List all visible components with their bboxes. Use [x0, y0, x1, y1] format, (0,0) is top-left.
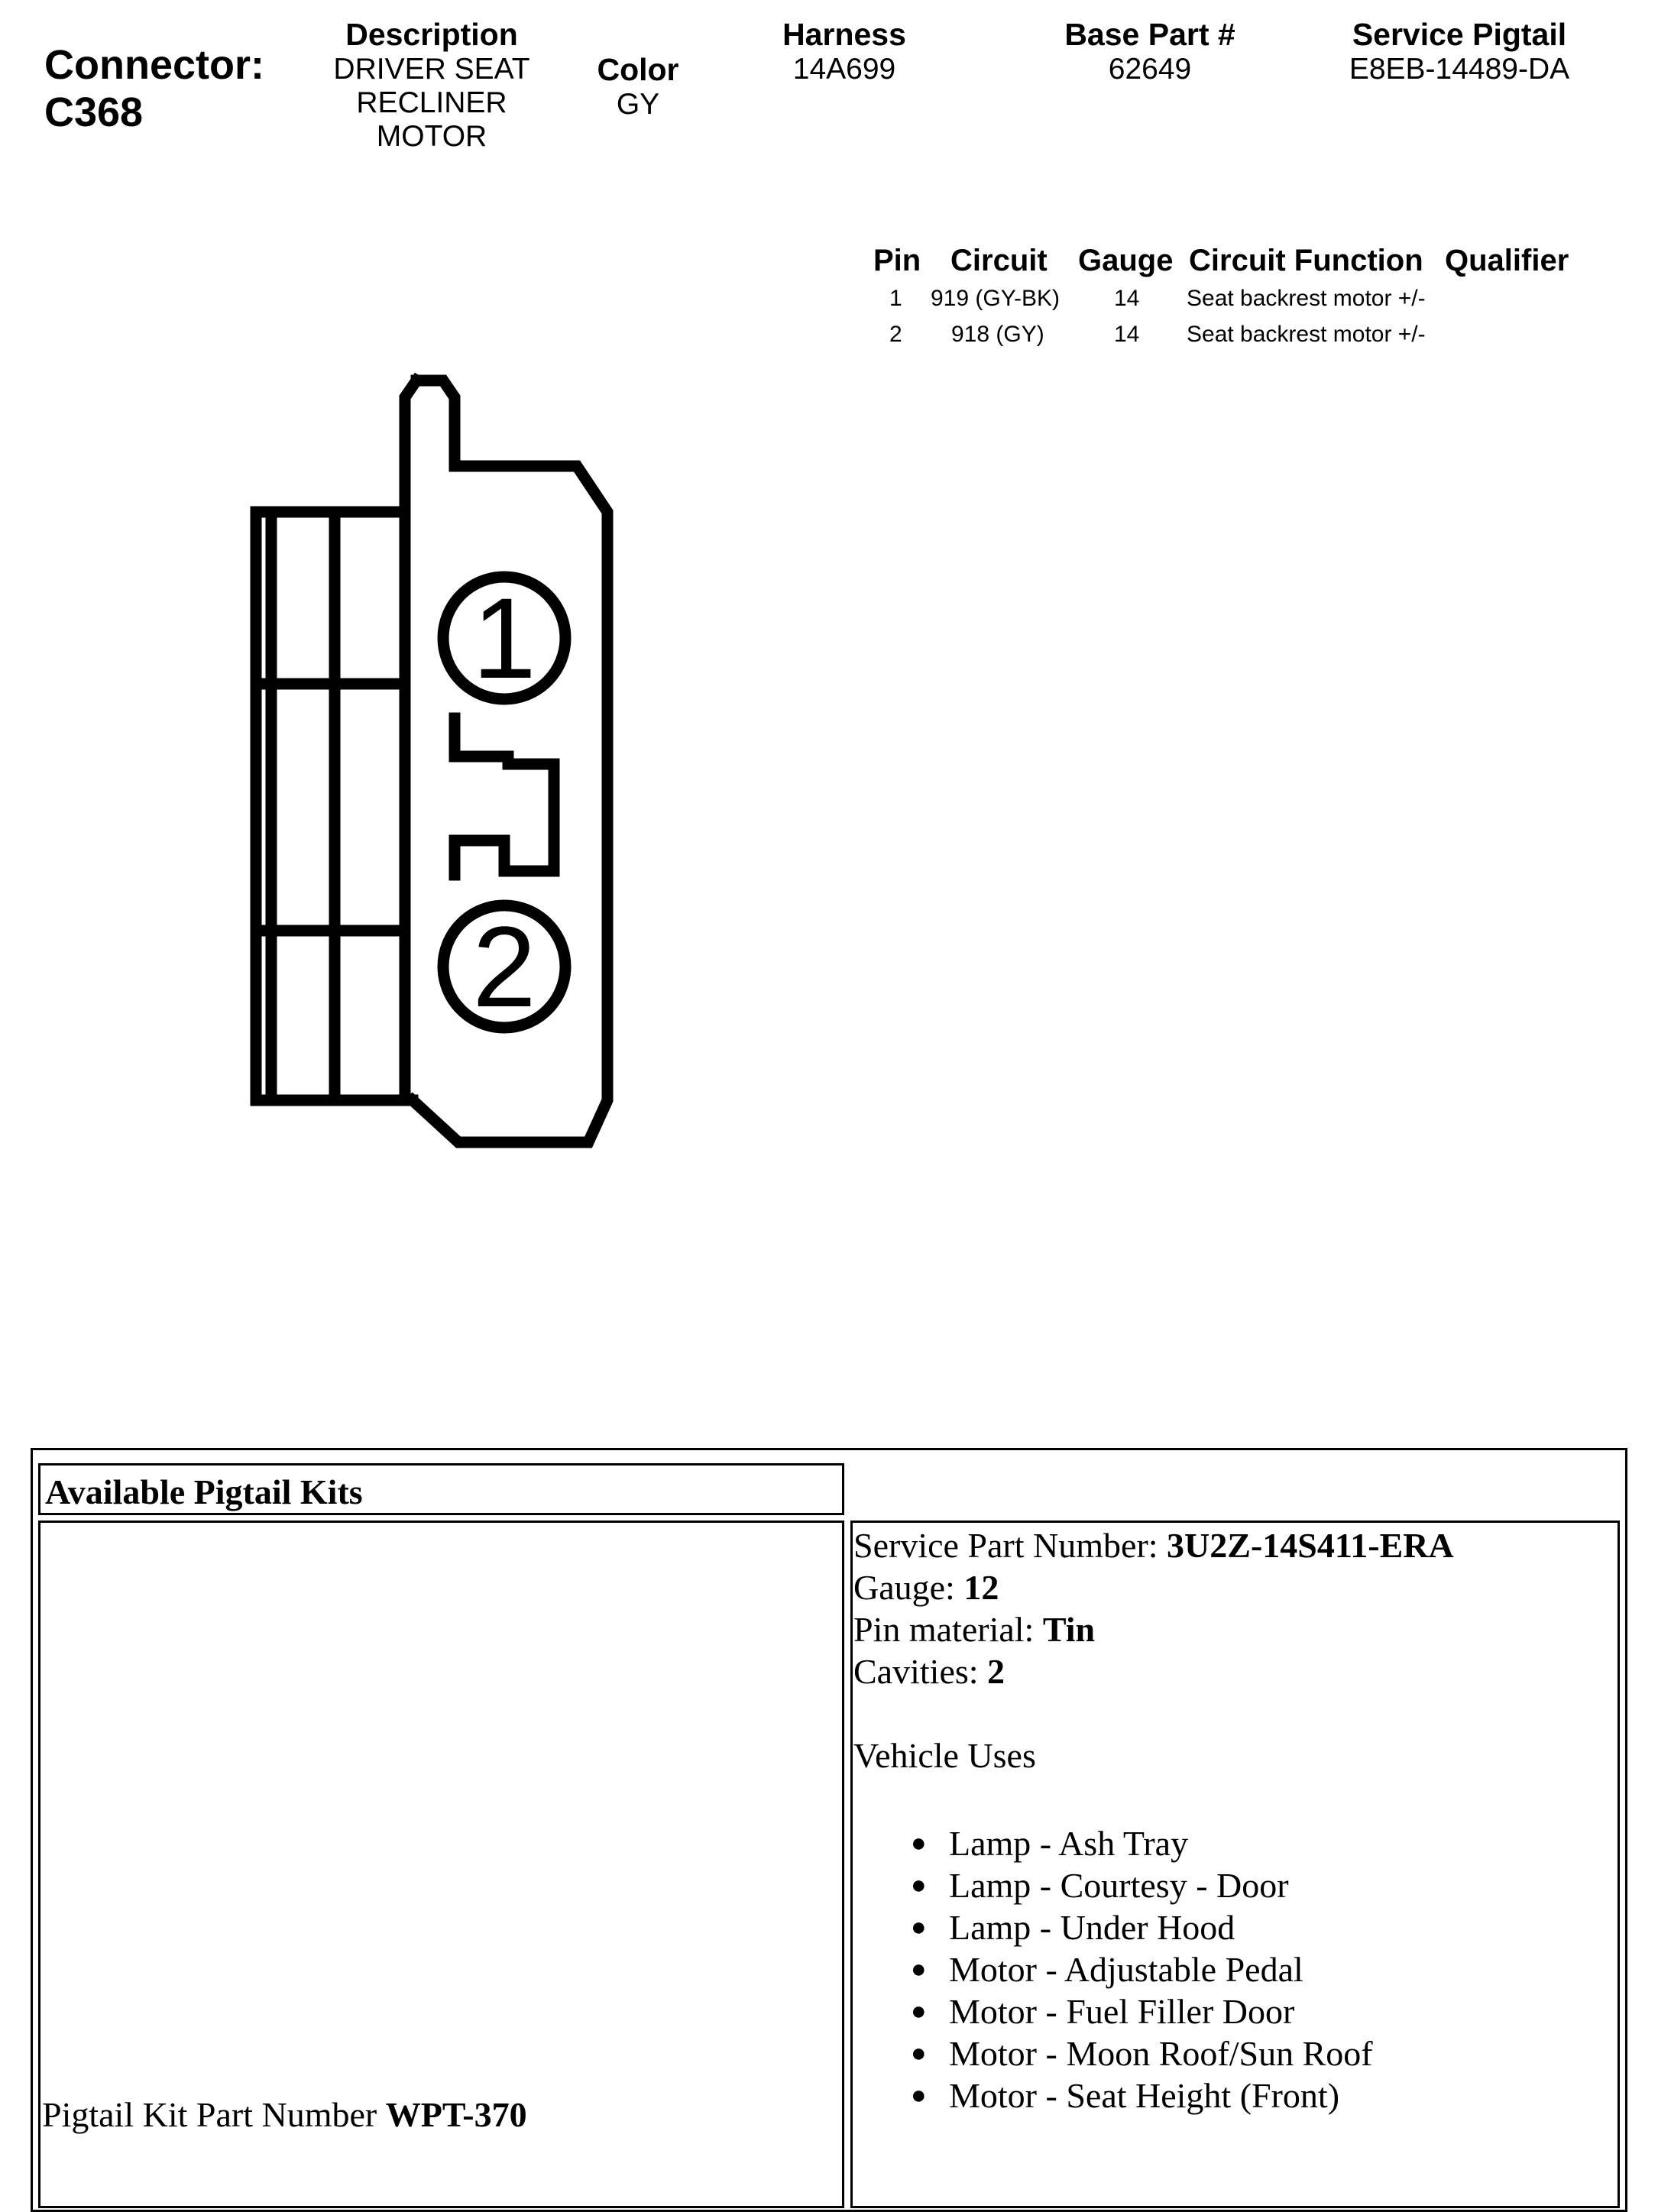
list-item: ● Motor - Seat Height (Front): [911, 2076, 1340, 2115]
list-item: ● Lamp - Under Hood: [911, 1908, 1235, 1947]
bullet-icon: ●: [911, 1955, 927, 1984]
gauge-header: Gauge: [1078, 244, 1174, 277]
circuit-cell: 918 (GY): [951, 322, 1044, 347]
pigtail-section-title: Available Pigtail Kits: [45, 1472, 363, 1511]
list-item: ● Motor - Fuel Filler Door: [911, 1992, 1295, 2031]
service-pigtail-value: E8EB-14489-DA: [1349, 53, 1570, 86]
color-value: GY: [616, 88, 660, 121]
harness-header: Harness: [782, 17, 906, 52]
circuit-header: Circuit: [950, 244, 1048, 277]
pin-cell: 1: [889, 286, 902, 311]
gauge-cell: 14: [1114, 286, 1140, 311]
base-part-header: Base Part #: [1064, 17, 1235, 52]
description-line: RECLINER: [356, 86, 507, 119]
description-line: DRIVER SEAT: [333, 53, 530, 86]
bullet-icon: ●: [911, 1871, 927, 1899]
color-header: Color: [597, 52, 679, 87]
bullet-icon: ●: [911, 2039, 927, 2068]
keying-notch: [455, 718, 554, 875]
pigtail-kit-part-number: [42, 2094, 527, 2136]
service-pigtail-header: Service Pigtail: [1352, 17, 1567, 52]
connector-label: Connector:: [44, 42, 264, 88]
bullet-icon: ●: [911, 1829, 927, 1857]
harness-value: 14A699: [792, 53, 896, 86]
pin-header: Pin: [873, 244, 921, 277]
base-part-value: 62649: [1108, 53, 1192, 86]
qualifier-header: Qualifier: [1445, 244, 1569, 277]
vehicle-uses-heading: Vehicle Uses: [853, 1736, 1036, 1775]
pin-label-2: 2: [472, 902, 536, 1031]
list-item: ● Lamp - Courtesy - Door: [911, 1866, 1289, 1905]
bullet-icon: ●: [911, 1997, 927, 2026]
pin-label-1: 1: [472, 574, 536, 702]
description-header: Description: [345, 17, 518, 52]
circuit-function-cell: Seat backrest motor +/-: [1187, 322, 1426, 347]
circuit-function-header: Circuit Function: [1189, 244, 1423, 277]
gauge-spec: Gauge: 12: [853, 1568, 999, 1607]
cavities-spec: Cavities: 2: [853, 1652, 1005, 1691]
list-item: ● Motor - Adjustable Pedal: [911, 1950, 1303, 1989]
pigtail-kit-label: Pigtail Kit Part Number: [42, 2095, 386, 2134]
service-part-number: Service Part Number: 3U2Z-14S411-ERA: [853, 1526, 1454, 1565]
bullet-icon: ●: [911, 1913, 927, 1942]
pigtail-spec: [853, 1524, 1602, 2116]
pin-material-spec: Pin material: Tin: [853, 1610, 1096, 1649]
circuit-cell: 919 (GY-BK): [931, 286, 1060, 311]
housing-left-edge: [405, 381, 416, 1100]
description-line: MOTOR: [376, 120, 487, 153]
pigtail-kit-value: WPT-370: [385, 2095, 527, 2134]
connector-id: C368: [44, 89, 144, 135]
gauge-cell: 14: [1114, 322, 1140, 347]
vehicle-uses-list: [911, 1822, 1602, 2116]
bullet-icon: ●: [911, 2081, 927, 2110]
list-item: ● Lamp - Ash Tray: [911, 1824, 1189, 1863]
list-item: ● Motor - Moon Roof/Sun Roof: [911, 2034, 1373, 2073]
circuit-function-cell: Seat backrest motor +/-: [1187, 286, 1426, 311]
pigtail-title-box: [38, 1463, 844, 1515]
pin-cell: 2: [889, 322, 902, 347]
